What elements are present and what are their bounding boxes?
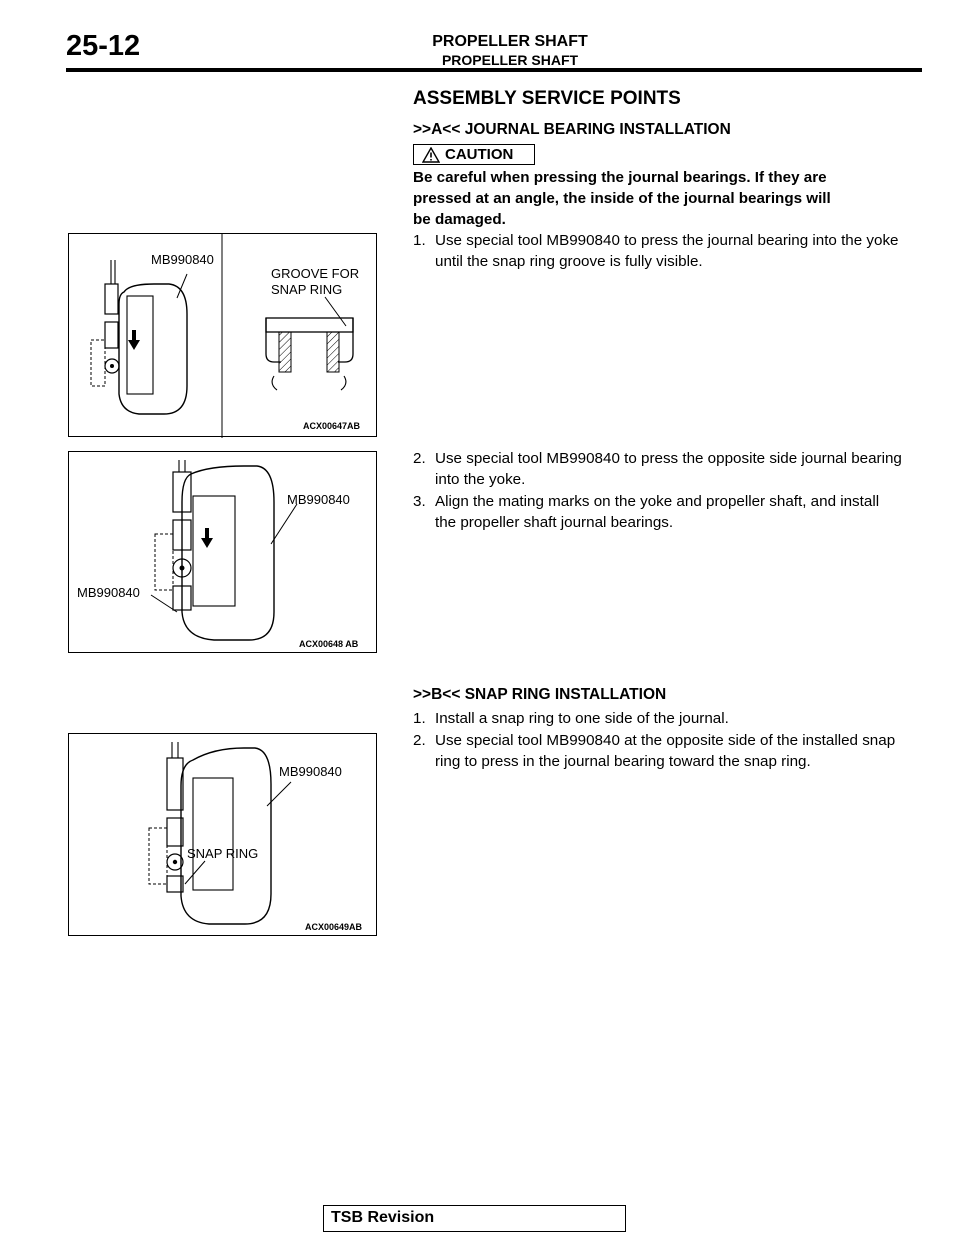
fig1-groove-label-2: SNAP RING	[271, 282, 343, 297]
step-number: 1.	[413, 710, 426, 727]
step-number: 2.	[413, 732, 426, 749]
header-rule	[66, 68, 922, 72]
step-text: Use special tool MB990840 to press the opposite side journal bearing into the yoke.	[435, 450, 902, 488]
caution-label: CAUTION	[445, 146, 514, 163]
step-number: 2.	[413, 450, 426, 467]
fig3-id: ACX00649AB	[305, 922, 363, 932]
step-number: 3.	[413, 493, 426, 510]
figure-journal-bearing-press	[68, 233, 377, 437]
fig2-id: ACX00648 AB	[299, 639, 359, 649]
step-text: Install a snap ring to one side of the journal.	[435, 710, 729, 727]
fig1-groove-label-1: GROOVE FOR	[271, 266, 360, 281]
fig1-id: ACX00647AB	[303, 421, 361, 431]
page-title: ASSEMBLY SERVICE POINTS	[413, 88, 681, 109]
caution-line-3: be damaged.	[413, 211, 506, 228]
step-number: 1.	[413, 232, 426, 249]
figure-opposite-bearing-press	[68, 451, 377, 653]
footer-label: TSB Revision	[331, 1209, 435, 1226]
fig1-tool-label: MB990840	[151, 252, 214, 267]
page-number: 25-12	[66, 30, 141, 62]
caution-line-2: pressed at an angle, the inside of the journal bearings will	[413, 190, 831, 207]
section-title: PROPELLER SHAFT	[432, 33, 588, 50]
step-text: Use special tool MB990840 at the opposite side of the installed snap ring to press in the journal bearing toward the snap ring.	[435, 732, 896, 770]
caution-line-1: Be careful when pressing the journal bearings. If they are	[413, 169, 827, 186]
yoke-illustration	[69, 234, 378, 438]
yoke-illustration	[69, 452, 378, 654]
step-text: Use special tool MB990840 to press the journal bearing into the yoke until the snap ring groove is fully visible.	[435, 232, 899, 270]
section-a-heading: >>A<< JOURNAL BEARING INSTALLATION	[413, 121, 731, 138]
fig2-tool-label-top: MB990840	[287, 492, 350, 507]
section-b-heading: >>B<< SNAP RING INSTALLATION	[413, 686, 667, 703]
figure-snap-ring-install	[68, 733, 377, 936]
subsection-title: PROPELLER SHAFT	[441, 52, 579, 68]
step-text: Align the mating marks on the yoke and propeller shaft, and install the propeller shaft journal bearings.	[435, 493, 880, 531]
fig3-snap-label: SNAP RING	[187, 846, 259, 861]
fig3-tool-label: MB990840	[279, 764, 342, 779]
warning-triangle-icon	[422, 147, 440, 168]
fig2-tool-label-bottom: MB990840	[77, 585, 140, 600]
